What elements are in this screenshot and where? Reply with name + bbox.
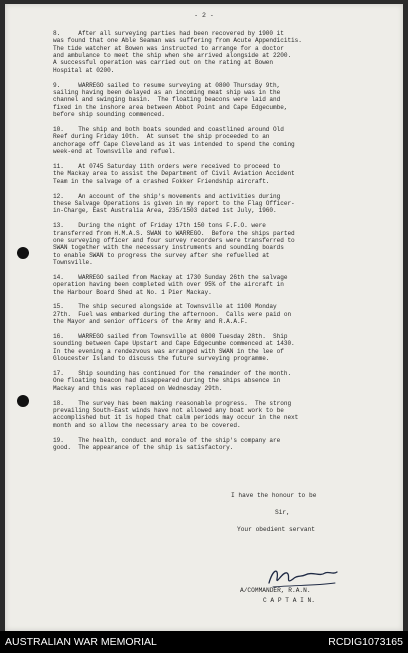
paragraph-line: SWAN together with the necessary instruments and sounding boards: [53, 244, 284, 252]
paragraph: [53, 437, 388, 452]
report-body: [53, 30, 388, 459]
paragraph-line: operation having been completed with over 95% of the aircraft in: [53, 281, 284, 289]
paragraph-line: 16. WARREGO sailed from Townsville at 0800 Tuesday 28th. Ship: [53, 333, 288, 341]
paragraph-line: 15. The ship secured alongside at Townsville at 1100 Monday: [53, 303, 277, 311]
paragraph: [53, 333, 388, 362]
paragraph-line: Townsville.: [53, 258, 93, 266]
paragraph-line: the Harbour Board Shed at No. 1 Pier Mackay.: [53, 288, 212, 296]
closing-servant: Your obedient servant: [237, 526, 315, 533]
closing-honour: I have the honour to be: [231, 492, 317, 499]
paragraph-line: The tide watcher at Bowen was instructed to arrange for a doctor: [53, 44, 284, 52]
signatory-rank: A/COMMANDER, R.A.N.: [240, 587, 311, 594]
paragraph-line: channel and swinging basin. The floating beacons were laid and: [53, 96, 281, 104]
paragraph-line: 11. At 0745 Saturday 11th orders were received to proceed to: [53, 162, 281, 170]
paragraph-line: to enable SWAN to progress the survey after she refuelled at: [53, 251, 270, 259]
signatory-title: C A P T A I N.: [263, 597, 315, 604]
paragraph: [53, 82, 388, 119]
paragraph: [53, 163, 388, 185]
paragraph-line: 27th. Fuel was embarked during the afternoon. Calls were paid on: [53, 310, 292, 318]
paragraph-line: 13. During the night of Friday 17th 150 tons F.F.O. were: [53, 222, 266, 230]
paragraph-line: fixed in the inshore area between Abbot Point and Cape Edgecumbe,: [53, 103, 288, 111]
punch-hole: [17, 395, 29, 407]
paragraph-line: Reef during Friday 10th. At sunset the ship proceeded to an: [53, 133, 270, 141]
paragraph-line: 12. An account of the ship's movements and activities during: [53, 192, 281, 200]
paragraph-line: 17. Ship sounding has continued for the remainder of the month.: [53, 370, 292, 378]
paragraph-line: sailing having been delayed as an incoming meat ship was in the: [53, 89, 281, 96]
paragraph-line: 14. WARREGO sailed from Mackay at 1730 Sunday 26th the salvage: [53, 273, 288, 281]
paragraph-line: 10. The ship and both boats sounded and coastlined around Old: [53, 125, 284, 133]
paragraph: [53, 30, 388, 74]
paragraph: [53, 193, 388, 215]
paragraph-line: Mackay and this was replaced on Wednesday 29th.: [53, 384, 223, 392]
paragraph-line: One floating beacon had disappeared during the ships absence in: [53, 377, 281, 385]
paragraph-line: 8. After all surveying parties had been recovered by 1900 it: [53, 30, 284, 37]
paragraph-line: transferred from H.M.A.S. SWAN to WARREGO. Before the ships parted: [53, 229, 295, 237]
footer-record-id: RCDIG1073165: [328, 636, 403, 648]
paragraph-line: Hospital at 0200.: [53, 66, 115, 74]
paragraph-line: one surveying officer and four survey recorders were transferred to: [53, 236, 295, 244]
footer-source: AUSTRALIAN WAR MEMORIAL: [5, 636, 157, 648]
paragraph-line: A successful operation was carried out on the rating at Bowen: [53, 59, 274, 67]
paragraph: [53, 303, 388, 325]
paragraph: [53, 126, 388, 155]
paragraph-line: sounding between Cape Upstart and Cape Edgecumbe commenced at 1430.: [53, 340, 295, 348]
page-number: - 2 -: [194, 12, 214, 19]
paragraph: [53, 222, 388, 266]
paragraph-line: In the evening a rendezvous was arranged with SWAN in the lee of: [53, 347, 284, 355]
paragraph-line: Gloucester Island to discuss the future surveying programme.: [53, 355, 270, 363]
punch-hole: [17, 247, 29, 259]
paragraph-line: prevailing South-East winds have not allowed any boat work to be: [53, 407, 284, 415]
paragraph-line: good. The appearance of the ship is satisfactory.: [53, 444, 234, 451]
paragraph-line: week-end at Townsville and refuel.: [53, 148, 176, 155]
paragraph-line: these Salvage Operations is given in my report to the Flag Officer-: [53, 199, 295, 207]
paragraph-line: anchorage off Cape Cleveland as it was intended to spend the coming: [53, 140, 295, 148]
paragraph-line: month and so allow the necessary area to be covered.: [53, 421, 241, 429]
paragraph-line: before ship sounding commenced.: [53, 111, 165, 119]
paragraph-line: the Mackay area to assist the Department of Civil Aviation Accident: [53, 170, 295, 178]
paragraph-line: the Mayor and senior officers of the Army and R.A.A.F.: [53, 318, 248, 326]
document-page: [5, 4, 403, 631]
paragraph-line: and ambulance to meet the ship when she arrived alongside at 2200.: [53, 52, 292, 60]
paragraph-line: Team in the salvage of a crashed Fokker Friendship aircraft.: [53, 177, 270, 185]
paragraph-line: was found that one Able Seaman was suffering from Acute Appendicitis.: [53, 37, 302, 45]
archive-footer: [0, 631, 408, 653]
closing-sir: Sir,: [275, 509, 290, 516]
paragraph-line: in-Charge, East Australia Area, 235/1503 dated 1st July, 1960.: [53, 207, 277, 215]
paragraph: [53, 274, 388, 296]
paragraph: [53, 370, 388, 392]
paragraph-line: 19. The health, conduct and morale of the ship's company are: [53, 436, 281, 444]
paragraph-line: accomplished but it is hoped that calm periods may occur in the next: [53, 414, 299, 422]
paragraph-line: 18. The survey has been making reasonable progress. The strong: [53, 399, 292, 407]
paragraph: [53, 400, 388, 429]
paragraph-line: 9. WARREGO sailed to resume surveying at 0800 Thursday 9th,: [53, 81, 281, 89]
